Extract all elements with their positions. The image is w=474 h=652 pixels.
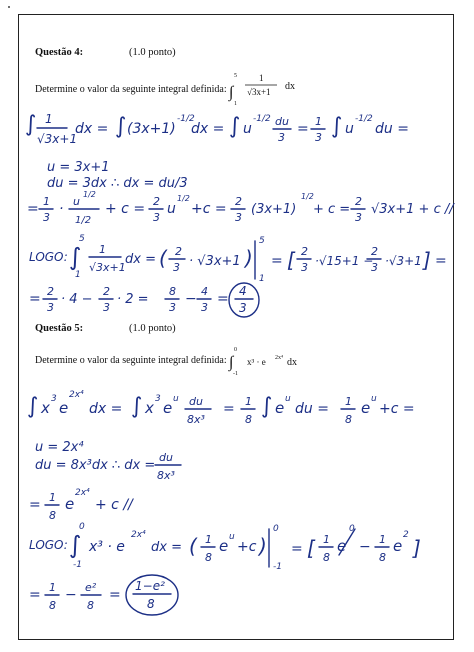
svg-text:u: u bbox=[285, 394, 291, 404]
svg-text:=: = bbox=[217, 291, 229, 307]
svg-text:1/2: 1/2 bbox=[301, 192, 314, 201]
svg-text:e: e bbox=[337, 537, 347, 555]
svg-text:·√3+1: ·√3+1 bbox=[385, 254, 422, 268]
q5-answer-num: 1−e² bbox=[135, 579, 165, 593]
svg-text:0: 0 bbox=[79, 522, 85, 532]
svg-text:2: 2 bbox=[355, 195, 362, 208]
svg-text:e: e bbox=[65, 495, 75, 513]
svg-text:]: ] bbox=[413, 536, 421, 560]
svg-text:[: [ bbox=[287, 248, 295, 272]
svg-text:(: ( bbox=[159, 246, 167, 270]
q5-integral-sign: ∫ bbox=[229, 354, 234, 371]
svg-text:+c =: +c = bbox=[379, 401, 415, 417]
svg-text:e: e bbox=[163, 399, 173, 417]
svg-text:−: − bbox=[65, 587, 77, 603]
svg-text:+c =: +c = bbox=[191, 201, 227, 217]
q4-l1-den: √3x+1 bbox=[37, 132, 78, 146]
q5-sub-u: u = 2x⁴ bbox=[35, 440, 84, 455]
svg-text:2: 2 bbox=[153, 195, 160, 208]
svg-text:dx =: dx = bbox=[89, 401, 123, 417]
svg-text:(3x+1): (3x+1) bbox=[127, 121, 176, 137]
q4-integral-sign: ∫ bbox=[229, 84, 234, 101]
svg-text:=: = bbox=[271, 253, 283, 269]
svg-text:0: 0 bbox=[349, 524, 355, 534]
q4-denominator: √3x+1 bbox=[247, 87, 271, 97]
svg-text:−: − bbox=[185, 291, 197, 307]
svg-text:u: u bbox=[173, 394, 179, 404]
q5-body: x³ · e bbox=[247, 357, 266, 367]
svg-text:3: 3 bbox=[371, 261, 378, 274]
svg-text:0: 0 bbox=[273, 524, 279, 534]
q4-l1-dx: dx = bbox=[75, 121, 109, 137]
svg-text:1: 1 bbox=[43, 195, 50, 208]
q4-logo: LOGO: bbox=[29, 250, 68, 264]
svg-text:e: e bbox=[275, 399, 285, 417]
svg-text:∫: ∫ bbox=[229, 114, 241, 139]
svg-text:1: 1 bbox=[49, 581, 56, 594]
question-4-title: Questão 4: bbox=[35, 47, 84, 58]
svg-text:3: 3 bbox=[51, 394, 57, 404]
svg-text:3: 3 bbox=[355, 211, 362, 224]
svg-text:3: 3 bbox=[278, 131, 285, 144]
svg-text:∫: ∫ bbox=[27, 394, 39, 419]
svg-text:8x³: 8x³ bbox=[187, 413, 205, 426]
svg-text:du =: du = bbox=[295, 401, 329, 417]
svg-text:8: 8 bbox=[379, 551, 386, 564]
svg-text:∫: ∫ bbox=[115, 114, 127, 139]
svg-text:−: − bbox=[359, 539, 371, 555]
svg-text:=: = bbox=[435, 253, 447, 269]
q5-answer-den: 8 bbox=[147, 597, 155, 611]
svg-text:∫: ∫ bbox=[131, 394, 143, 419]
q4-l1-num: 1 bbox=[45, 112, 53, 126]
svg-text:3: 3 bbox=[47, 301, 54, 314]
q4-l1-int: ∫ bbox=[25, 112, 37, 137]
svg-text:8: 8 bbox=[169, 285, 176, 298]
svg-text:+ c =: + c = bbox=[105, 201, 146, 217]
svg-text:u: u bbox=[167, 201, 176, 217]
svg-text:1: 1 bbox=[245, 395, 252, 408]
svg-text:∫: ∫ bbox=[261, 394, 273, 419]
question-4-points: (1.0 ponto) bbox=[129, 47, 176, 58]
svg-text:1: 1 bbox=[345, 395, 352, 408]
svg-text:=: = bbox=[27, 201, 39, 217]
svg-text:x³ · e: x³ · e bbox=[89, 539, 125, 555]
svg-text:=: = bbox=[109, 587, 121, 603]
speck bbox=[8, 6, 10, 8]
svg-text:3: 3 bbox=[201, 301, 208, 314]
svg-text:=: = bbox=[223, 401, 235, 417]
svg-text:=: = bbox=[29, 497, 41, 513]
q4-lower-limit: 1 bbox=[234, 101, 237, 107]
svg-text:1: 1 bbox=[379, 533, 386, 546]
q4-upper-limit: 5 bbox=[234, 73, 237, 79]
svg-text:1: 1 bbox=[75, 270, 81, 280]
q4-dx: dx bbox=[285, 81, 295, 92]
svg-text:-1: -1 bbox=[73, 560, 82, 570]
svg-text:): ) bbox=[245, 246, 253, 270]
svg-text:du = 8x³dx ∴ dx =: du = 8x³dx ∴ dx = bbox=[35, 458, 156, 473]
svg-text:3: 3 bbox=[153, 211, 160, 224]
svg-text:+ c =: + c = bbox=[313, 202, 351, 217]
svg-text:-1: -1 bbox=[273, 562, 282, 572]
svg-text:2: 2 bbox=[235, 195, 242, 208]
svg-text:2: 2 bbox=[371, 245, 378, 258]
q4-numerator: 1 bbox=[259, 73, 264, 83]
svg-text:8: 8 bbox=[87, 599, 94, 612]
svg-text:∫: ∫ bbox=[69, 243, 82, 271]
svg-text:-1/2: -1/2 bbox=[177, 114, 195, 124]
svg-text:(: ( bbox=[189, 534, 197, 558]
svg-text:[: [ bbox=[307, 536, 315, 560]
svg-text:2x⁴: 2x⁴ bbox=[69, 390, 84, 400]
svg-text:3: 3 bbox=[155, 394, 161, 404]
svg-text:8: 8 bbox=[345, 413, 352, 426]
svg-text:∫: ∫ bbox=[331, 114, 343, 139]
svg-text:du: du bbox=[159, 451, 173, 464]
svg-text:=: = bbox=[297, 121, 309, 137]
svg-text:1: 1 bbox=[315, 115, 322, 128]
svg-text:dx =: dx = bbox=[125, 252, 156, 267]
q4-answer-num: 4 bbox=[239, 284, 247, 298]
svg-text:1: 1 bbox=[205, 533, 212, 546]
svg-text:2: 2 bbox=[47, 285, 54, 298]
question-4-prompt: Determine o valor da seguinte integral definida: bbox=[35, 84, 227, 95]
svg-text:du: du bbox=[189, 395, 203, 408]
svg-text:∫: ∫ bbox=[69, 531, 82, 559]
svg-text:-1/2: -1/2 bbox=[355, 114, 373, 124]
svg-text:u: u bbox=[229, 532, 235, 542]
svg-text:3: 3 bbox=[301, 261, 308, 274]
svg-text:3: 3 bbox=[169, 301, 176, 314]
question-5-title: Questão 5: bbox=[35, 323, 84, 334]
svg-text:dx =: dx = bbox=[191, 121, 225, 137]
svg-text:2: 2 bbox=[403, 530, 409, 540]
svg-text:5: 5 bbox=[259, 236, 265, 246]
question-5-points: (1.0 ponto) bbox=[129, 323, 176, 334]
svg-text:5: 5 bbox=[79, 234, 85, 244]
svg-text:2: 2 bbox=[301, 245, 308, 258]
svg-text:e: e bbox=[59, 399, 69, 417]
svg-text:8: 8 bbox=[49, 509, 56, 522]
svg-text:e: e bbox=[361, 399, 371, 417]
svg-text:· √3x+1: · √3x+1 bbox=[189, 254, 241, 269]
svg-text:3: 3 bbox=[103, 301, 110, 314]
svg-text:1: 1 bbox=[99, 243, 106, 256]
svg-text:+c: +c bbox=[237, 539, 257, 555]
svg-text:3: 3 bbox=[235, 211, 242, 224]
svg-text:1: 1 bbox=[259, 274, 265, 284]
svg-text:1/2: 1/2 bbox=[177, 194, 190, 203]
svg-text:· 2 =: · 2 = bbox=[117, 292, 149, 307]
q5-dx: dx bbox=[287, 357, 297, 368]
svg-text:du: du bbox=[275, 115, 289, 128]
svg-text:e: e bbox=[393, 537, 403, 555]
q4-sub-du: du = 3dx ∴ dx = du/3 bbox=[47, 176, 188, 191]
svg-text:8: 8 bbox=[49, 599, 56, 612]
svg-text:=: = bbox=[29, 587, 41, 603]
svg-text:x: x bbox=[145, 399, 154, 417]
svg-text:): ) bbox=[259, 534, 267, 558]
svg-text:1/2: 1/2 bbox=[75, 215, 92, 226]
svg-text:2x⁴: 2x⁴ bbox=[131, 530, 146, 540]
svg-text:√3x+1: √3x+1 bbox=[89, 261, 126, 274]
svg-text:· 4 −: · 4 − bbox=[61, 292, 93, 307]
question-5-handwritten-work bbox=[19, 15, 455, 641]
svg-text:8: 8 bbox=[245, 413, 252, 426]
q5-upper-limit: 0 bbox=[234, 347, 237, 353]
svg-text:du =: du = bbox=[375, 121, 409, 137]
svg-text:2: 2 bbox=[103, 285, 110, 298]
q5-logo: LOGO: bbox=[29, 538, 68, 552]
q5-lower-limit: -1 bbox=[233, 371, 238, 377]
svg-text:1: 1 bbox=[323, 533, 330, 546]
svg-text:=: = bbox=[291, 541, 303, 557]
q5-exponent: 2x⁴ bbox=[275, 355, 284, 361]
svg-text:8x³: 8x³ bbox=[157, 469, 175, 482]
svg-text:2x⁴: 2x⁴ bbox=[75, 488, 90, 498]
q4-sub-u: u = 3x+1 bbox=[47, 160, 110, 175]
svg-text:4: 4 bbox=[201, 285, 208, 298]
svg-text:8: 8 bbox=[205, 551, 212, 564]
svg-text:u: u bbox=[345, 121, 354, 137]
svg-text:·√15+1 −: ·√15+1 − bbox=[315, 254, 374, 268]
svg-text:-1/2: -1/2 bbox=[253, 114, 271, 124]
svg-text:3: 3 bbox=[315, 131, 322, 144]
svg-text:2: 2 bbox=[175, 245, 182, 258]
svg-text:=: = bbox=[29, 291, 41, 307]
exam-sheet bbox=[18, 14, 454, 640]
svg-text:1: 1 bbox=[49, 491, 56, 504]
svg-text:e²: e² bbox=[85, 581, 97, 594]
q4-answer-den: 3 bbox=[239, 301, 247, 315]
svg-text:√3x+1 + c //: √3x+1 + c // bbox=[371, 202, 454, 217]
svg-text:u: u bbox=[371, 394, 377, 404]
svg-text:8: 8 bbox=[323, 551, 330, 564]
svg-text:·: · bbox=[59, 201, 64, 217]
svg-text:x: x bbox=[41, 399, 50, 417]
svg-text:3: 3 bbox=[43, 211, 50, 224]
question-5-prompt: Determine o valor da seguinte integral definida: bbox=[35, 355, 227, 366]
svg-text:u: u bbox=[243, 121, 252, 137]
svg-text:e: e bbox=[219, 537, 229, 555]
svg-text:]: ] bbox=[423, 248, 431, 272]
svg-text:1/2: 1/2 bbox=[83, 190, 96, 199]
svg-text:+ c //: + c // bbox=[95, 497, 133, 513]
svg-text:dx =: dx = bbox=[151, 540, 182, 555]
svg-text:3: 3 bbox=[173, 261, 180, 274]
svg-text:(3x+1): (3x+1) bbox=[251, 202, 297, 217]
svg-text:u: u bbox=[73, 195, 80, 208]
